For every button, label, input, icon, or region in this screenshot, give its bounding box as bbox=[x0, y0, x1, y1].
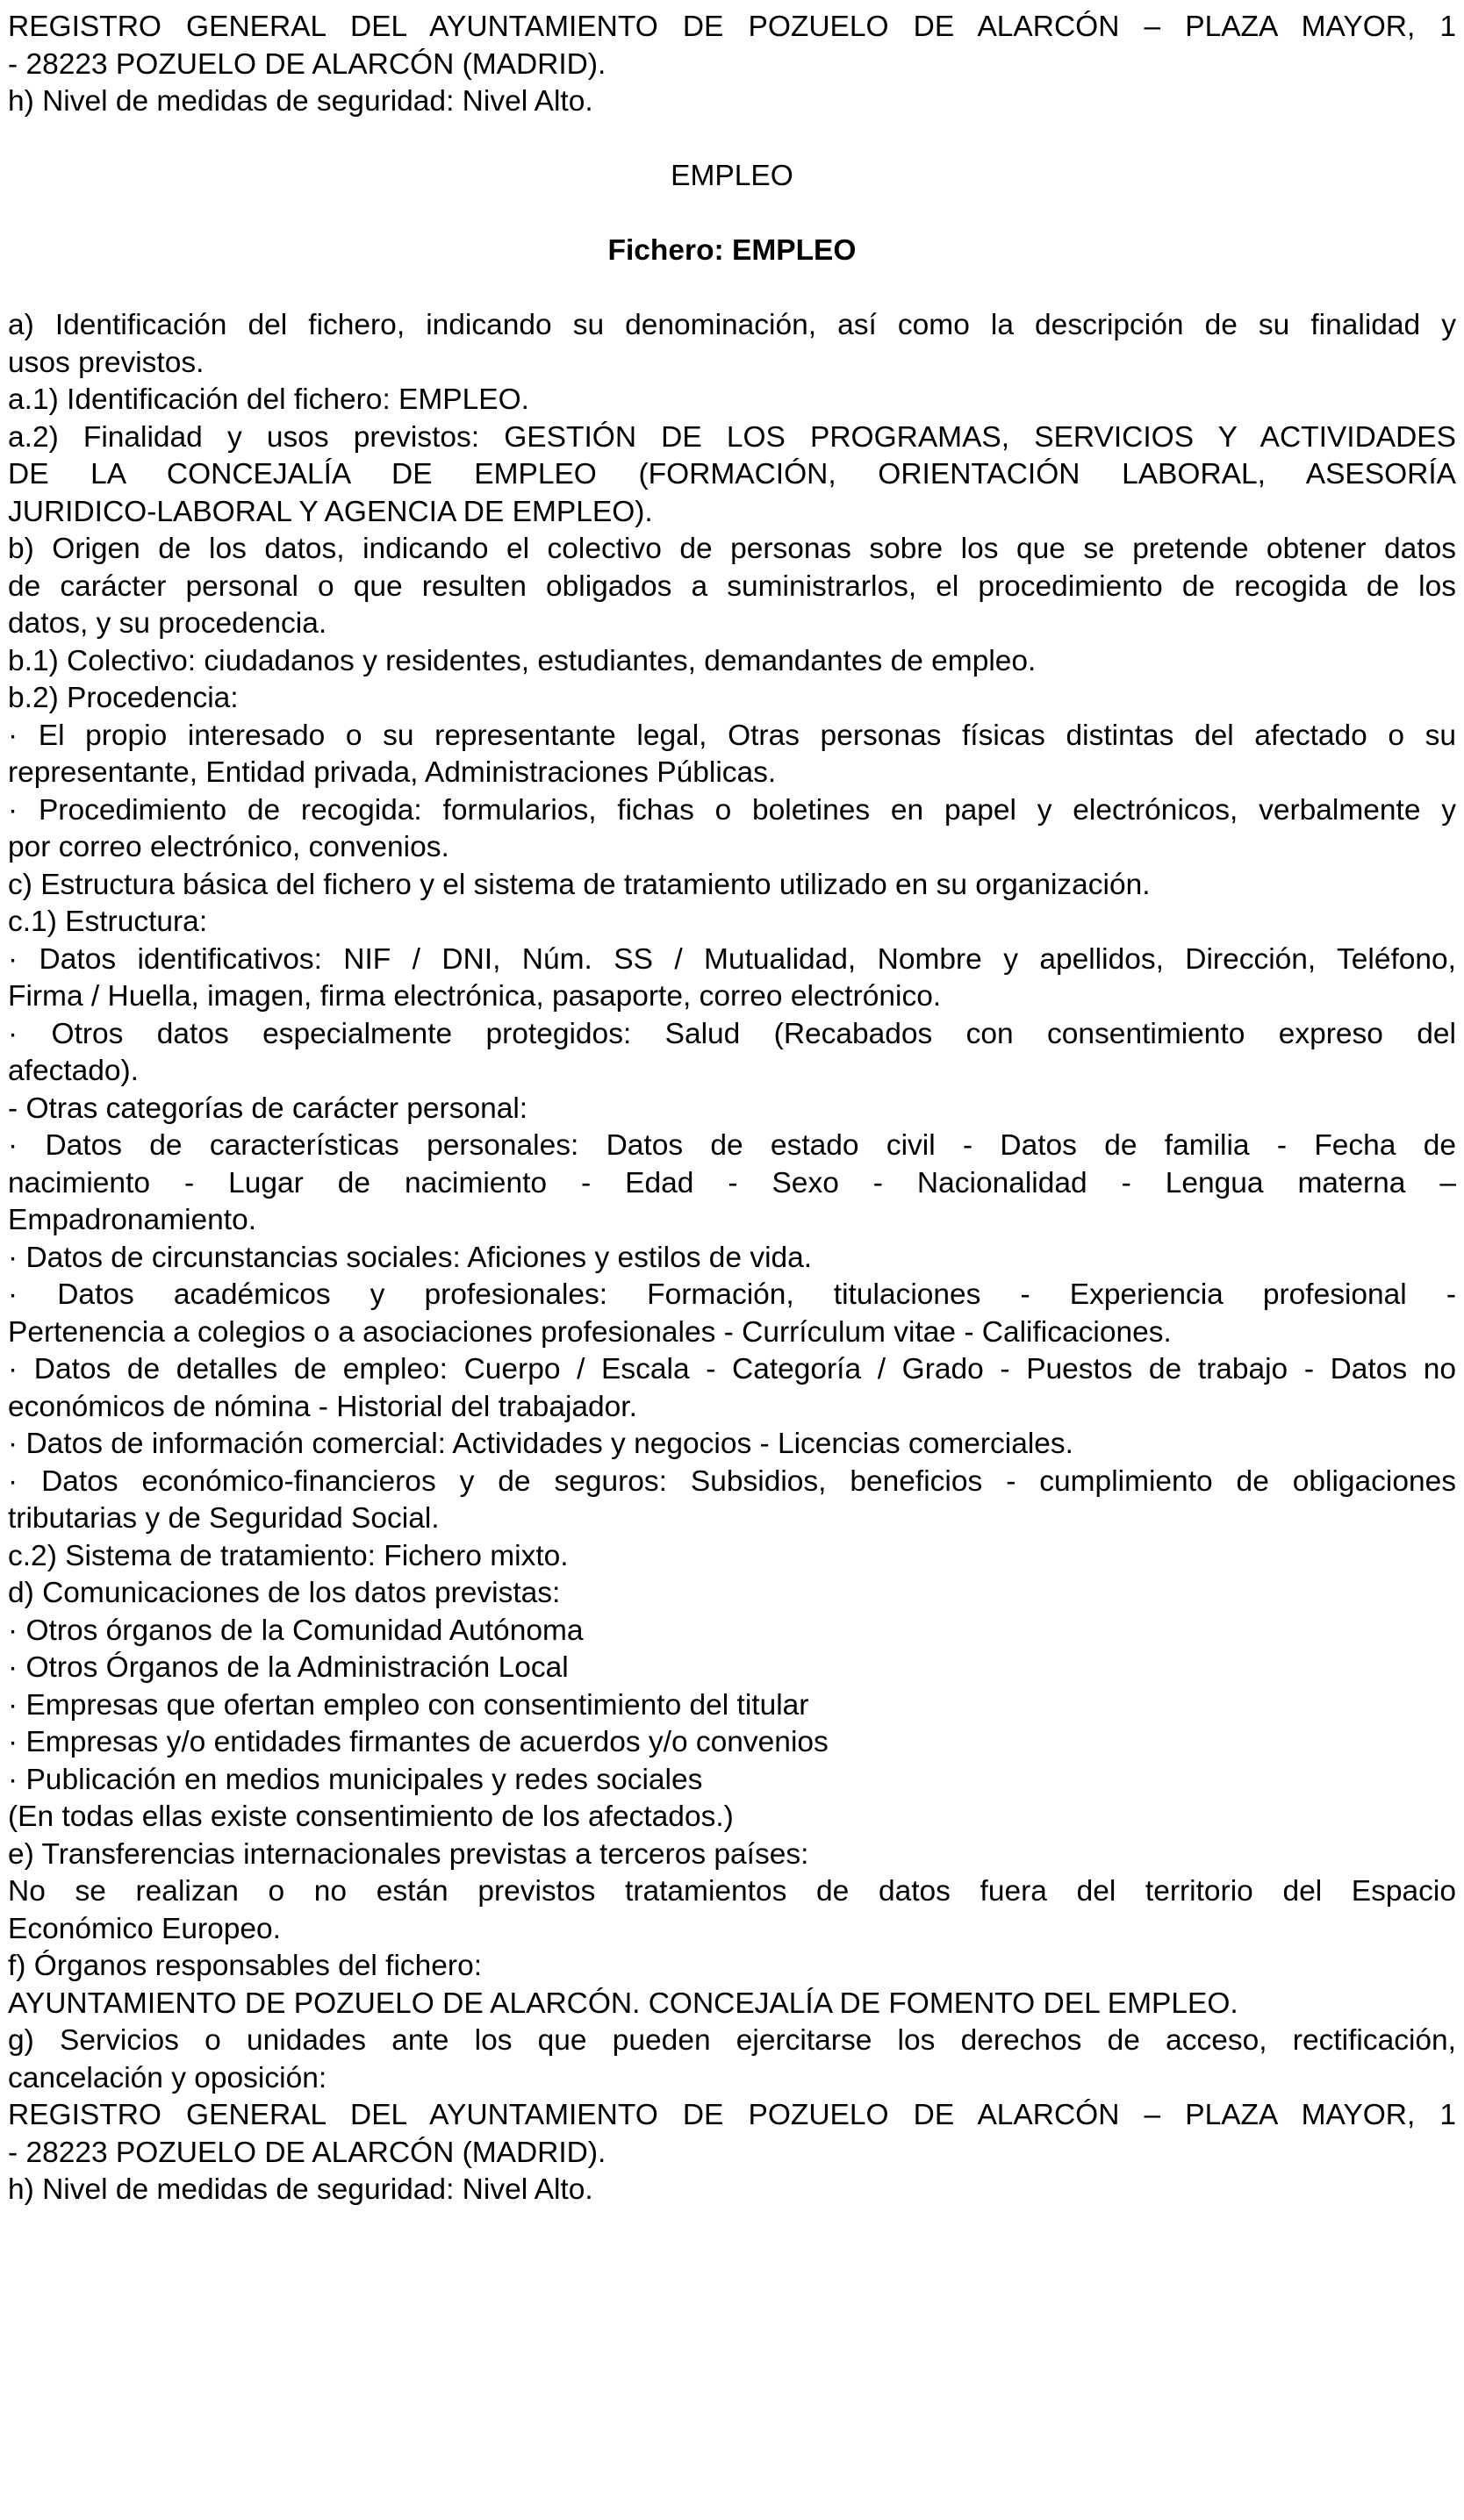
text-line: b.1) Colectivo: ciudadanos y residentes, estudiantes, demandantes de empleo. bbox=[8, 644, 1037, 677]
nivel-seguridad: h) Nivel de medidas de seguridad: Nivel Alto. bbox=[8, 85, 593, 118]
text-line: Firma / Huella, imagen, firma electrónica, pasaporte, correo electrónico. bbox=[8, 980, 942, 1013]
text-line: · Datos de detalles de empleo: Cuerpo / Escala - Categoría / Grado - Puestos de trabajo - Datos no bbox=[8, 1353, 1456, 1385]
text-line: DE LA CONCEJALÍA DE EMPLEO (FORMACIÓN, ORIENTACIÓN LABORAL, ASESORÍA bbox=[8, 458, 1456, 490]
text-line: · Otros órganos de la Comunidad Autónoma bbox=[8, 1614, 584, 1647]
text-line: tributarias y de Seguridad Social. bbox=[8, 1502, 440, 1535]
text-line: (En todas ellas existe consentimiento de los afectados.) bbox=[8, 1801, 734, 1833]
text-line: Económico Europeo. bbox=[8, 1912, 281, 1945]
text-line: e) Transferencias internacionales previstas a terceros países: bbox=[8, 1837, 809, 1871]
text-line: cancelación y oposición: bbox=[8, 2061, 327, 2094]
text-line: de carácter personal o que resulten obligados a suministrarlos, el procedimiento de recogida de los bbox=[8, 569, 1456, 603]
text-line: f) Órganos responsables del fichero: bbox=[8, 1950, 483, 1982]
body-text bbox=[8, 307, 1456, 2209]
text-line: AYUNTAMIENTO DE POZUELO DE ALARCÓN. CONCEJALÍA DE FOMENTO DEL EMPLEO. bbox=[8, 1987, 1238, 2020]
text-line: · El propio interesado o su representante legal, Otras personas físicas distintas del afectado o su bbox=[8, 719, 1456, 752]
text-line: · Empresas y/o entidades firmantes de acuerdos y/o convenios bbox=[8, 1726, 829, 1758]
text-line: · Otros Órganos de la Administración Local bbox=[8, 1651, 569, 1684]
text-line: - 28223 POZUELO DE ALARCÓN (MADRID). bbox=[8, 2136, 606, 2169]
text-line: JURIDICO-LABORAL Y AGENCIA DE EMPLEO). bbox=[8, 495, 653, 528]
text-line: g) Servicios o unidades ante los que pueden ejercitarse los derechos de acceso, rectificación, bbox=[8, 2024, 1456, 2057]
text-line: - Otras categorías de carácter personal: bbox=[8, 1092, 528, 1125]
text-line: d) Comunicaciones de los datos previstas: bbox=[8, 1577, 561, 1609]
text-line: · Datos de información comercial: Actividades y negocios - Licencias comerciales. bbox=[8, 1428, 1073, 1460]
text-line: · Datos de características personales: Datos de estado civil - Datos de familia - Fecha de bbox=[8, 1129, 1456, 1162]
text-line: · Empresas que ofertan empleo con consentimiento del titular bbox=[8, 1688, 809, 1722]
text-line: nacimiento - Lugar de nacimiento - Edad - Sexo - Nacionalidad - Lengua materna – bbox=[8, 1166, 1456, 1199]
fichero-title: Fichero: EMPLEO bbox=[607, 234, 857, 267]
text-line: representante, Entidad privada, Administraciones Públicas. bbox=[8, 756, 777, 789]
text-line: REGISTRO GENERAL DEL AYUNTAMIENTO DE POZUELO DE ALARCÓN – PLAZA MAYOR, 1 bbox=[8, 2099, 1456, 2131]
text-line: datos, y su procedencia. bbox=[8, 607, 327, 640]
text-line: · Datos identificativos: NIF / DNI, Núm. SS / Mutualidad, Nombre y apellidos, Dirección, Teléfono, bbox=[8, 942, 1456, 976]
text-line: c) Estructura básica del fichero y el sistema de tratamiento utilizado en su organización. bbox=[8, 868, 1151, 901]
text-line: usos previstos. bbox=[8, 346, 205, 379]
text-line: h) Nivel de medidas de seguridad: Nivel Alto. bbox=[8, 2173, 593, 2206]
text-line: · Otros datos especialmente protegidos: Salud (Recabados con consentimiento expreso del bbox=[8, 1017, 1456, 1050]
registro-line-1: REGISTRO GENERAL DEL AYUNTAMIENTO DE POZUELO DE ALARCÓN – PLAZA MAYOR, 1 bbox=[8, 11, 1456, 43]
text-line: b.2) Procedencia: bbox=[8, 682, 239, 714]
document-page bbox=[8, 9, 1456, 2209]
text-line: por correo electrónico, convenios. bbox=[8, 831, 449, 863]
text-line: c.1) Estructura: bbox=[8, 906, 208, 938]
text-line: c.2) Sistema de tratamiento: Fichero mixto. bbox=[8, 1539, 569, 1572]
registro-line-2: - 28223 POZUELO DE ALARCÓN (MADRID). bbox=[8, 47, 606, 81]
text-line: Empadronamiento. bbox=[8, 1204, 257, 1236]
text-line: a) Identificación del fichero, indicando su denominación, así como la descripción de su finalidad y bbox=[8, 309, 1456, 341]
text-line: · Datos académicos y profesionales: Formación, titulaciones - Experiencia profesional - bbox=[8, 1278, 1456, 1311]
text-line: a.1) Identificación del fichero: EMPLEO. bbox=[8, 383, 529, 416]
section-title: EMPLEO bbox=[671, 160, 793, 192]
spacer bbox=[8, 196, 1456, 233]
text-line: económicos de nómina - Historial del trabajador. bbox=[8, 1390, 637, 1423]
spacer bbox=[8, 121, 1456, 159]
text-line: · Datos de circunstancias sociales: Aficiones y estilos de vida. bbox=[8, 1241, 813, 1274]
text-line: · Datos económico-financieros y de seguros: Subsidios, beneficios - cumplimiento de obligaciones bbox=[8, 1464, 1456, 1498]
text-line: a.2) Finalidad y usos previstos: GESTIÓN DE LOS PROGRAMAS, SERVICIOS Y ACTIVIDADES bbox=[8, 420, 1456, 454]
text-line: No se realizan o no están previstos tratamientos de datos fuera del territorio del Espacio bbox=[8, 1875, 1456, 1908]
text-line: · Procedimiento de recogida: formularios, fichas o boletines en papel y electrónicos, verbalmente y bbox=[8, 793, 1456, 827]
text-line: · Publicación en medios municipales y redes sociales bbox=[8, 1763, 703, 1796]
text-line: Pertenencia a colegios o a asociaciones profesionales - Currículum vitae - Calificaciones. bbox=[8, 1315, 1172, 1349]
text-line: afectado). bbox=[8, 1055, 139, 1087]
text-line: b) Origen de los datos, indicando el colectivo de personas sobre los que se pretende obtener datos bbox=[8, 533, 1456, 565]
spacer bbox=[8, 270, 1456, 308]
